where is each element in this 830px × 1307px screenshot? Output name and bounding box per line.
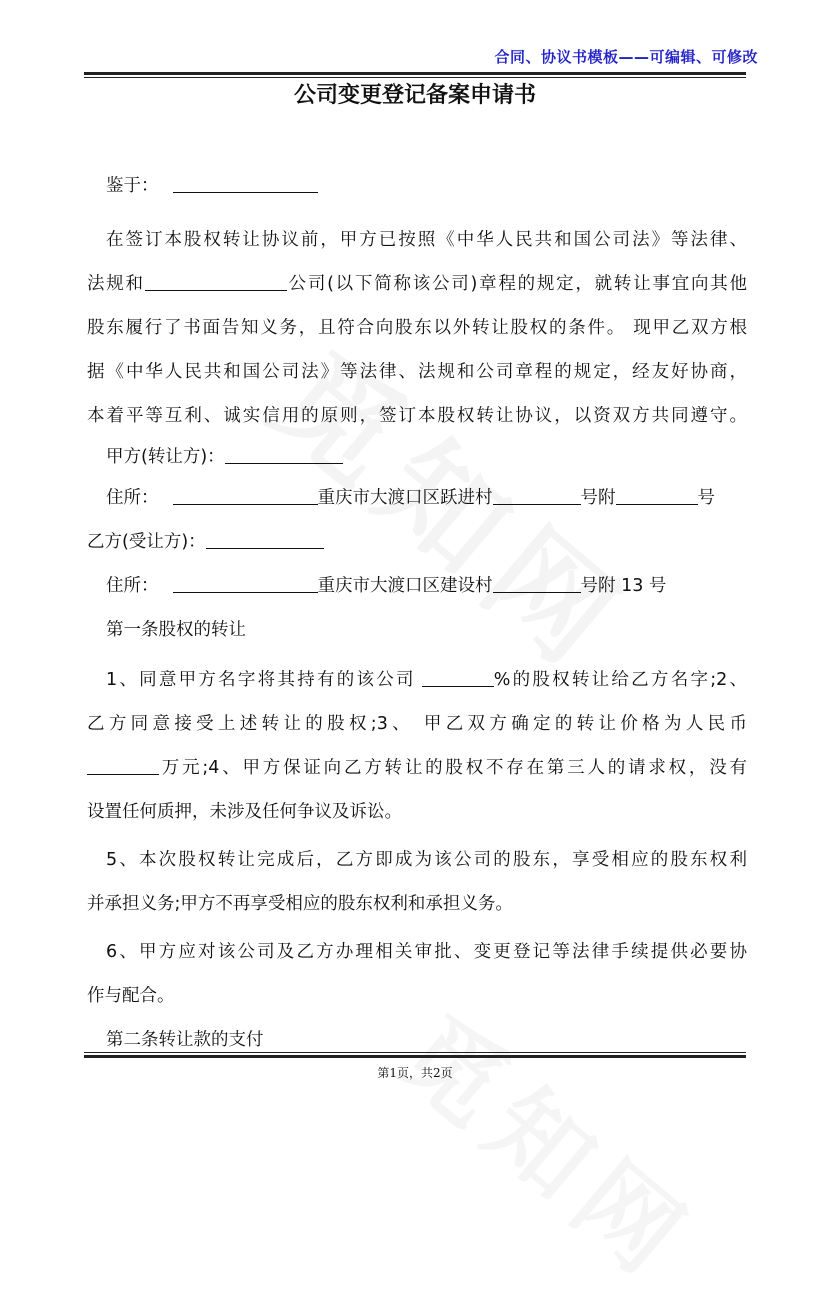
address-label: 住所：: [106, 488, 159, 508]
paragraph-line: 作与配合。: [87, 986, 175, 1006]
blank-field[interactable]: [145, 273, 287, 292]
paragraph-line: 并承担义务;甲方不再享受相应的股东权利和承担义务。: [87, 894, 513, 914]
paragraph-line: 在签订本股权转让协议前，甲方已按照《中华人民共和国公司法》等法律、: [106, 230, 747, 250]
text-span: 号: [697, 488, 715, 508]
party-a-label: 甲方(转让方)：: [106, 447, 225, 467]
whereas-line: [87, 164, 747, 208]
text-span: 法规和: [87, 274, 145, 294]
text-span: 重庆市大渡口区跃进村: [317, 488, 493, 508]
text-span: 号附: [580, 488, 616, 508]
page-title: 公司变更登记备案申请书: [293, 83, 536, 108]
paragraph-line: 乙方同意接受上述转让的股权;3、 甲乙双方确定的转让价格为人民币: [87, 714, 747, 734]
document-body: [87, 164, 747, 1062]
paragraph-line: 5、本次股权转让完成后，乙方即成为该公司的股东，享受相应的股东权利: [106, 850, 747, 870]
text-span: 万元;4、甲方保证向乙方转让的股权不存在第三人的请求权，没有: [159, 758, 747, 778]
paragraph-line: [87, 746, 747, 790]
address-a-line: [87, 476, 747, 520]
text-span: %的股权转让给乙方名字;2、: [493, 670, 747, 690]
article-1-title: 第一条股权的转让: [106, 620, 246, 640]
paragraph-line: 设置任何质押，未涉及任何争议及诉讼。: [87, 802, 402, 822]
text-span: 公司(以下简称该公司)章程的规定，就转让事宜向其他: [286, 274, 748, 294]
address-label: 住所：: [106, 576, 159, 596]
blank-field[interactable]: [173, 175, 318, 194]
paragraph-line: [87, 262, 747, 306]
blank-field[interactable]: [422, 669, 494, 688]
blank-field[interactable]: [173, 487, 318, 506]
paragraph-line: 据《中华人民共和国公司法》等法律、法规和公司章程的规定，经友好协商，: [87, 362, 747, 382]
blank-field[interactable]: [206, 531, 324, 550]
blank-field[interactable]: [87, 757, 159, 776]
party-a-line: [87, 438, 747, 476]
header-tag: 合同、协议书模板——可编辑、可修改: [494, 48, 758, 66]
blank-field[interactable]: [493, 487, 581, 506]
blank-field[interactable]: [493, 575, 581, 594]
whereas-label: 鉴于：: [106, 176, 159, 196]
text-span: 号附 13 号: [580, 576, 667, 596]
paragraph-line: [87, 658, 747, 702]
blank-field[interactable]: [225, 446, 343, 465]
text-span: 重庆市大渡口区建设村: [317, 576, 493, 596]
party-b-label: 乙方(受让方)：: [87, 532, 206, 552]
address-b-line: [87, 564, 747, 608]
blank-field[interactable]: [616, 487, 698, 506]
paragraph-line: 本着平等互利、诚实信用的原则，签订本股权转让协议，以资双方共同遵守。: [87, 406, 747, 426]
article-2-title: 第二条转让款的支付: [106, 1030, 264, 1050]
paragraph-line: 股东履行了书面告知义务，且符合向股东以外转让股权的条件。 现甲乙双方根: [87, 318, 747, 338]
party-b-line: [87, 520, 747, 564]
text-span: 1、同意甲方名字将其持有的该公司: [106, 670, 416, 690]
footer-rule: [84, 1052, 746, 1058]
paragraph-line: 6、甲方应对该公司及乙方办理相关审批、变更登记等法律手续提供必要协: [106, 942, 747, 962]
page-number: 第1页，共2页: [377, 1066, 453, 1080]
blank-field[interactable]: [173, 575, 318, 594]
